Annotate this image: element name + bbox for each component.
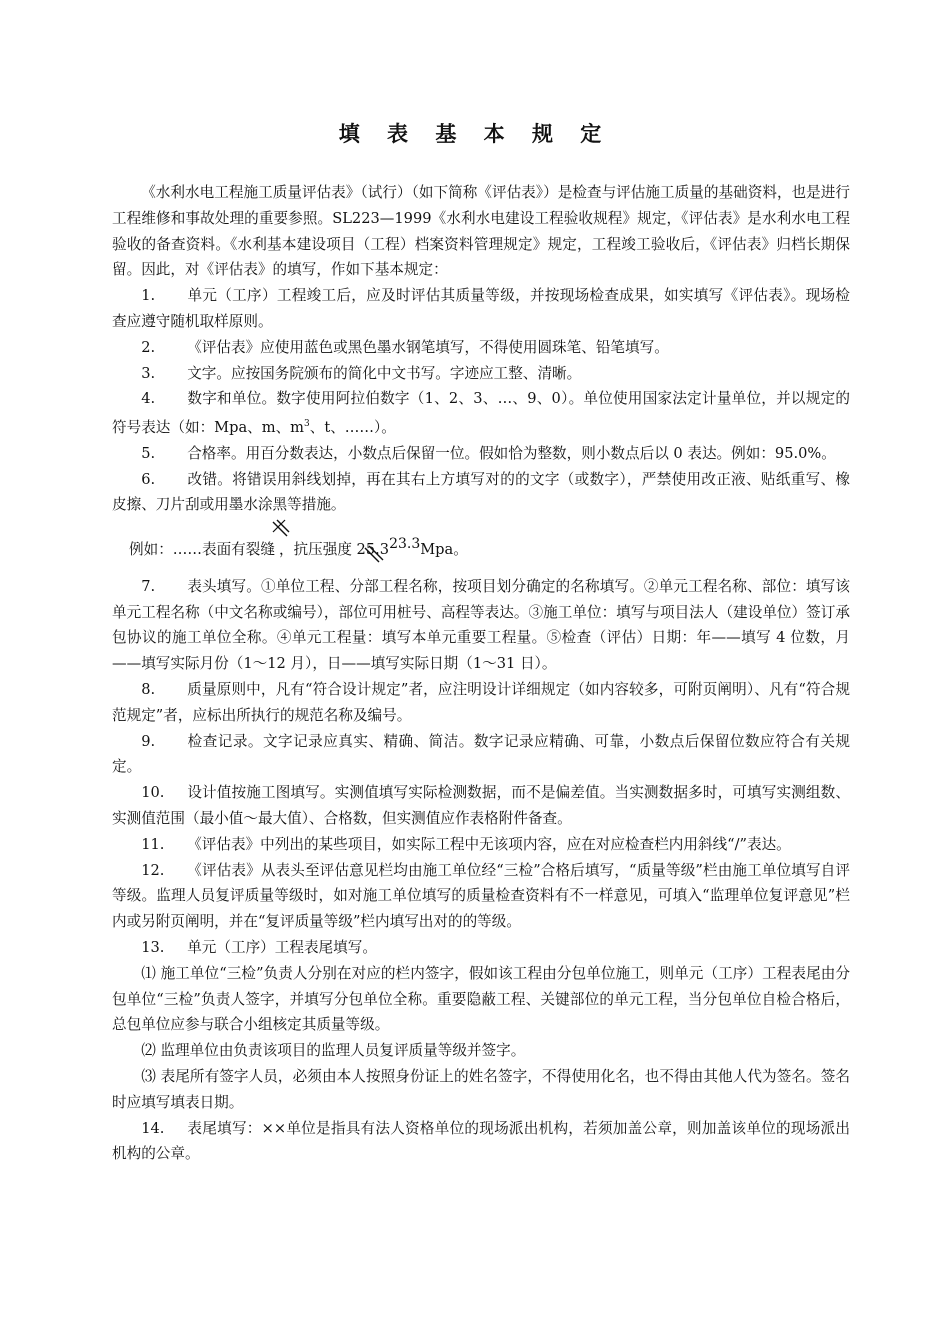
example-prefix: 例如：……表面有裂缝 <box>129 541 275 559</box>
item-number: 14. <box>141 1119 165 1137</box>
item-number: 11. <box>141 835 165 853</box>
list-item <box>112 1116 850 1168</box>
sub-item-number: ⑶ <box>141 1067 156 1085</box>
item-text: 合格率。用百分数表达，小数点后保留一位。假如恰为整数，则小数点后以 0 表达。例如：95.0%。 <box>187 444 836 462</box>
list-item <box>112 780 850 832</box>
item-number: 5. <box>141 444 156 462</box>
item-text: 设计值按施工图填写。实测值填写实际检测数据，而不是偏差值。当实测数据多时，可填写实测组数、实测值范围（最小值～最大值）、合格数，但实测值应作表格附件备查。 <box>112 784 850 827</box>
item-text: 数字和单位。数字使用阿拉伯数字（1、2、3、…、9、0）。单位使用国家法定计量单位，并以规定的符号表达（如：Mpa、m、m <box>112 390 850 437</box>
item-text: 《评估表》从表头至评估意见栏均由施工单位经“三检”合格后填写，“质量等级”栏由施工单位填写自评等级。监理人员复评质量等级时，如对施工单位填写的质量检查资料有不一样意见，可填入“监理单位复评意见”栏内或另附页阐明，并在“复评质量等级”栏内填写出对的的等级。 <box>112 861 850 931</box>
correction-example <box>129 528 850 564</box>
item-number: 2. <box>141 338 156 356</box>
intro-paragraph: 《水利水电工程施工质量评估表》（试行）（如下简称《评估表》）是检查与评估施工质量的基础资料，也是进行工程维修和事故处理的重要参照。SL223—1999《水利水电建设工程验收规程》规定，《评估表》是水利水电工程验收的备查资料。《水利基本建设项目（工程）档案资料管理规定》规定，工程竣工验收后，《评估表》归档长期保留。因此，对《评估表》的填写，作如下基本规定： <box>112 184 850 279</box>
list-item <box>112 386 850 440</box>
superscript: 3 <box>304 419 310 430</box>
document-body <box>112 180 850 1167</box>
item-number: 7. <box>141 577 156 595</box>
item-text: 表头填写。①单位工程、分部工程名称，按项目划分确定的名称填写。②单元工程名称、部位：填写该单元工程名称（中文名称或编号），部位可用桩号、高程等表达。③施工单位：填写与项目法人（建设单位）签订承包协议的施工单位全称。④单元工程量：填写本单元重要工程量。⑤检查（评估）日期：年——填写 4 位数，月——填写实际月份（1～12 月），日——填写实际日期（1～31 日）。 <box>112 577 850 673</box>
sub-item-number: ⑵ <box>141 1042 156 1060</box>
item-text: 《评估表》应使用蓝色或黑色墨水钢笔填写，不得使用圆珠笔、铅笔填写。 <box>187 338 669 356</box>
list-item <box>112 858 850 935</box>
item-text: 质量原则中，凡有“符合设计规定”者，应注明设计详细规定（如内容较多，可附页阐明）、凡有“符合规范规定”者，应标出所执行的规范名称及编号。 <box>112 681 850 724</box>
sub-item-text: 监理单位由负责该项目的监理人员复评质量等级并签字。 <box>160 1042 526 1060</box>
item-number: 4. <box>141 390 156 408</box>
item-text: 单元（工序）工程竣工后，应及时评估其质量等级，并按现场检查成果，如实填写《评估表》。现场检查应遵守随机取样原则。 <box>112 287 850 330</box>
item-text: 单元（工序）工程表尾填写。 <box>187 938 377 956</box>
list-item <box>112 574 850 677</box>
list-item <box>112 361 850 387</box>
corrected-value: 23.3 <box>389 536 421 553</box>
sub-item-number: ⑴ <box>141 964 156 982</box>
item-number: 1. <box>141 287 156 305</box>
list-item <box>112 335 850 361</box>
example-middle: ，抗压强度 25.3 <box>278 541 390 559</box>
struck-char-mark <box>275 528 279 563</box>
item-text: 检查记录。文字记录应真实、精确、简洁。数字记录应精确、可靠，小数点后保留位数应符合有关规定。 <box>112 732 850 776</box>
list-item <box>112 441 850 467</box>
sub-list-item <box>112 961 850 1038</box>
item-number: 8. <box>141 681 156 698</box>
sub-list-item <box>112 1038 850 1064</box>
sub-item-text: 施工单位“三检”负责人分别在对应的栏内签字，假如该工程由分包单位施工，则单元（工序）工程表尾由分包单位“三检”负责人签字，并填写分包单位全称。重要隐蔽工程、关键部位的单元工程，当分包单位自检合格后，总包单位应参与联合小组核定其质量等级。 <box>112 964 850 1034</box>
list-item <box>112 283 850 335</box>
item-number: 13. <box>141 938 165 956</box>
page-title: 填 表 基 本 规 定 <box>338 122 612 146</box>
sub-item-text: 表尾所有签字人员，必须由本人按照身份证上的姓名签字，不得使用化名，也不得由其他人代为签名。签名时应填写填表日期。 <box>112 1067 850 1111</box>
list-item <box>112 729 850 781</box>
item-text: 改错。将错误用斜线划掉，再在其右上方填写对的的文字（或数字），严禁使用改正液、贴纸重写、橡皮擦、刀片刮或用墨水涂黑等措施。 <box>112 470 850 514</box>
item-text: 《评估表》中列出的某些项目，如实际工程中无该项内容，应在对应检查栏内用斜线“/”表达。 <box>187 835 791 853</box>
list-item <box>112 832 850 858</box>
list-item <box>112 677 850 729</box>
example-suffix: Mpa。 <box>420 541 468 559</box>
item-number: 9. <box>141 732 156 750</box>
sub-list-item <box>112 1064 850 1116</box>
item-text: 文字。应按国务院颁布的简化中文书写。字迹应工整、清晰。 <box>187 364 582 382</box>
item-number: 3. <box>141 364 156 382</box>
item-number: 6. <box>141 470 156 488</box>
item-text: 表尾填写：××单位是指具有法人资格单位的现场派出机构，若须加盖公章，则加盖该单位的现场派出机构的公章。 <box>112 1119 850 1163</box>
strikethrough-mark-icon <box>271 518 291 538</box>
item-number: 12. <box>141 861 165 879</box>
list-item <box>112 467 850 519</box>
item-text-after: 、t、……）。 <box>309 419 396 437</box>
list-item <box>112 935 850 961</box>
item-number: 10. <box>141 784 165 802</box>
